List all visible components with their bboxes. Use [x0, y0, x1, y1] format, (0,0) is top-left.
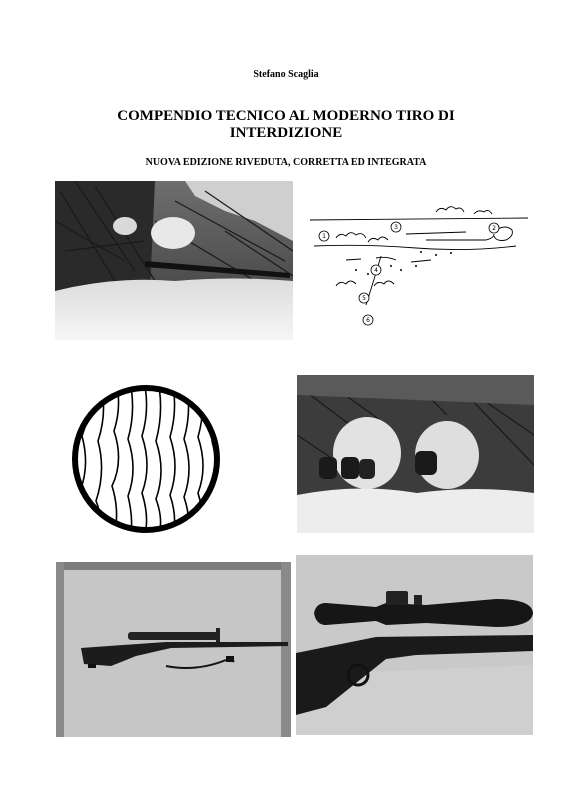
diagram-marker-5: 5	[362, 295, 366, 302]
document-subtitle: NUOVA EDIZIONE RIVEDUTA, CORRETTA ED INTEGRATA	[145, 157, 427, 168]
diagram-marker-3: 3	[394, 224, 398, 231]
photo-snipers-in-snow	[55, 181, 293, 340]
photo-snipers-with-binoculars	[297, 375, 534, 533]
diagram-marker-1: 1	[322, 233, 326, 240]
title-line-2: INTERDIZIONE	[229, 125, 343, 141]
author-name: Stefano Scaglia	[253, 69, 319, 80]
title-line-1: COMPENDIO TECNICO AL MODERNO TIRO DI	[117, 108, 455, 124]
diagram-marker-6: 6	[366, 317, 370, 324]
photo-rifle-scope-closeup	[296, 555, 533, 735]
diagram-marker-4: 4	[374, 267, 378, 274]
diagram-marker-2: 2	[492, 225, 496, 232]
document-title	[0, 108, 572, 142]
diagram-terrain-route	[306, 200, 532, 328]
photo-rifle-on-table	[56, 562, 291, 737]
mirage-circle	[70, 381, 223, 537]
